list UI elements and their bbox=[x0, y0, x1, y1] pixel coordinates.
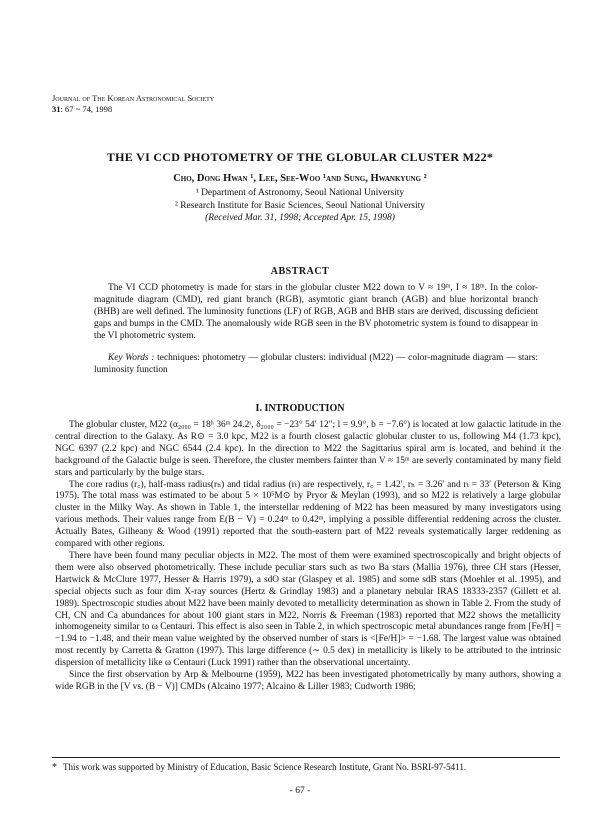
keywords-label: Key Words : bbox=[108, 353, 155, 363]
affiliation-2: ² Research Institute for Basic Sciences, Seoul National University bbox=[174, 201, 426, 211]
author-list: Cho, Dong Hwan ¹, Lee, See-Woo ¹and Sung, Hwankyung ² bbox=[173, 173, 427, 184]
journal-name: Journal of The Korean Astronomical Society bbox=[52, 93, 215, 103]
section-body bbox=[55, 420, 561, 694]
journal-volume-line bbox=[52, 104, 214, 115]
keywords bbox=[94, 352, 538, 376]
journal-header bbox=[52, 93, 214, 114]
footnote-marker: * bbox=[52, 762, 57, 773]
paragraph: The core radius (r꜀), half-mass radius(rₕ) and tidal radius (rₜ) are respectively, r꜀ = 1.42′, rₕ = 3.26′ and rₜ = 33′ (Peterson & King 1975). The total mass was estimated to be about 5 × 10⁵M⊙ by Pryor & Meylan (1993), and so M22 is relatively a large globular cluster in the Milky Way. As shown in Table 1, the interstellar reddening of M22 has been measured by many investigators using various methods. Their values range from E(B − V) = 0.24ᵐ to 0.42ᵐ, implying a possible differential reddening across the cluster. Actually Bates, Gilheany & Wood (1991) reported that the south-eastern part of M22 reveals systematically larger reddening as compared with other regions. bbox=[55, 479, 561, 550]
paragraph: There have been found many peculiar objects in M22. The most of them were examined spectroscopically and bright objects of them were also observed photometrically. These include peculiar stars such as two Ba stars (Mallia 1976), three CH stars (Hesser, Hartwick & McClure 1977, Hesser & Harris 1979), a sdO star (Glaspey et al. 1985) and some sdB stars (Moehler et al. 1995), and special objects such as four dim X-ray sources (Hertz & Grindlay 1983) and a planetary nebular IRAS 18333-2357 (Gillett et al. 1989). Spectroscopic studies about M22 have been mainly devoted to metallicity determination as shown in Table 2. From the study of CH, CN and Ca abundances for about 100 giant stars in M22, Norris & Freeman (1983) reported that M22 shows the metallicity inhomogeneity similar to ω Centauri. This effect is also seen in Table 2, in which spectroscopic metal abundances range from [Fe/H] = −1.94 to −1.48, and their mean value weighted by the observed number of stars is <[Fe/H]> = −1.68. The largest value was obtained most recently by Carretta & Gratton (1997). This large difference (∼ 0.5 dex) in metallicity is likely to be attributed to the intrinsic dispersion of metallicity like ω Centauri (Luck 1991) rather than the observational uncertainty. bbox=[55, 550, 561, 669]
section-heading: I. INTRODUCTION bbox=[255, 403, 345, 414]
abstract-heading: ABSTRACT bbox=[270, 266, 330, 277]
page-number: - 67 - bbox=[289, 786, 311, 796]
affiliation-1: ¹ Department of Astronomy, Seoul National University bbox=[195, 188, 405, 198]
journal-pages: : 67 ~ 74, 1998 bbox=[60, 103, 113, 114]
paper-title: THE VI CCD PHOTOMETRY OF THE GLOBULAR CLUSTER M22* bbox=[106, 150, 494, 164]
keywords-text: techniques: photometry — globular clusters: individual (M22) — color-magnitude diagram — stars: luminosity function bbox=[94, 353, 539, 376]
received-dates: (Received Mar. 31, 1998; Accepted Apr. 15, 1998) bbox=[205, 213, 395, 223]
abstract-text: The VI CCD photometry is made for stars in the globular cluster M22 down to V ≈ 19ᵐ, I ≈ 18ᵐ. In the color-magnitude diagram (CMD), red giant branch (RGB), asymtotic giant branch (AGB) and blue horizontal branch (BHB) are well defined. The luminosity functions (LF) of RGB, AGB and BHB stars are derived, discussing deficient gaps and bumps in the CMD. The anomalously wide RGB seen in the BV photometric system is found to disappear in the VI photometric system. bbox=[94, 283, 538, 342]
footnote bbox=[52, 762, 562, 773]
journal-volume: 31 bbox=[52, 103, 61, 114]
paragraph: Since the first observation by Arp & Melbourne (1959), M22 has been investigated photometrically by many authors, showing a wide RGB in the [V vs. (B − V)] CMDs (Alcaino 1977; Alcaino & Liller 1983; Cudworth 1986; bbox=[55, 670, 561, 692]
footnote-divider bbox=[52, 757, 560, 758]
footnote-text: This work was supported by Ministry of Education, Basic Science Research Institute, Grant No. BSRI-97-5411. bbox=[63, 762, 467, 772]
paragraph: The globular cluster, M22 (α₂₀₀₀ = 18ʰ 36ᵐ 24.2ˢ, δ₂₀₀₀ = −23° 54′ 12″; l = 9.9°, b = −7.6°) is located at low galactic latitude in the central direction to the Galaxy. As R⊙ = 3.0 kpc, M22 is a fourth closest galactic globular cluster to us, following M4 (1.73 kpc), NGC 6397 (2.2 kpc) and NGC 6544 (2.4 kpc). In the direction to M22 the Sagittarius spiral arm is located, and behind it the background of the Galactic bulge is seen. Therefore, the cluster members fainter than V ≈ 15ᵐ are severly contaminated by many field stars and particularly by the bulge stars. bbox=[55, 420, 561, 478]
